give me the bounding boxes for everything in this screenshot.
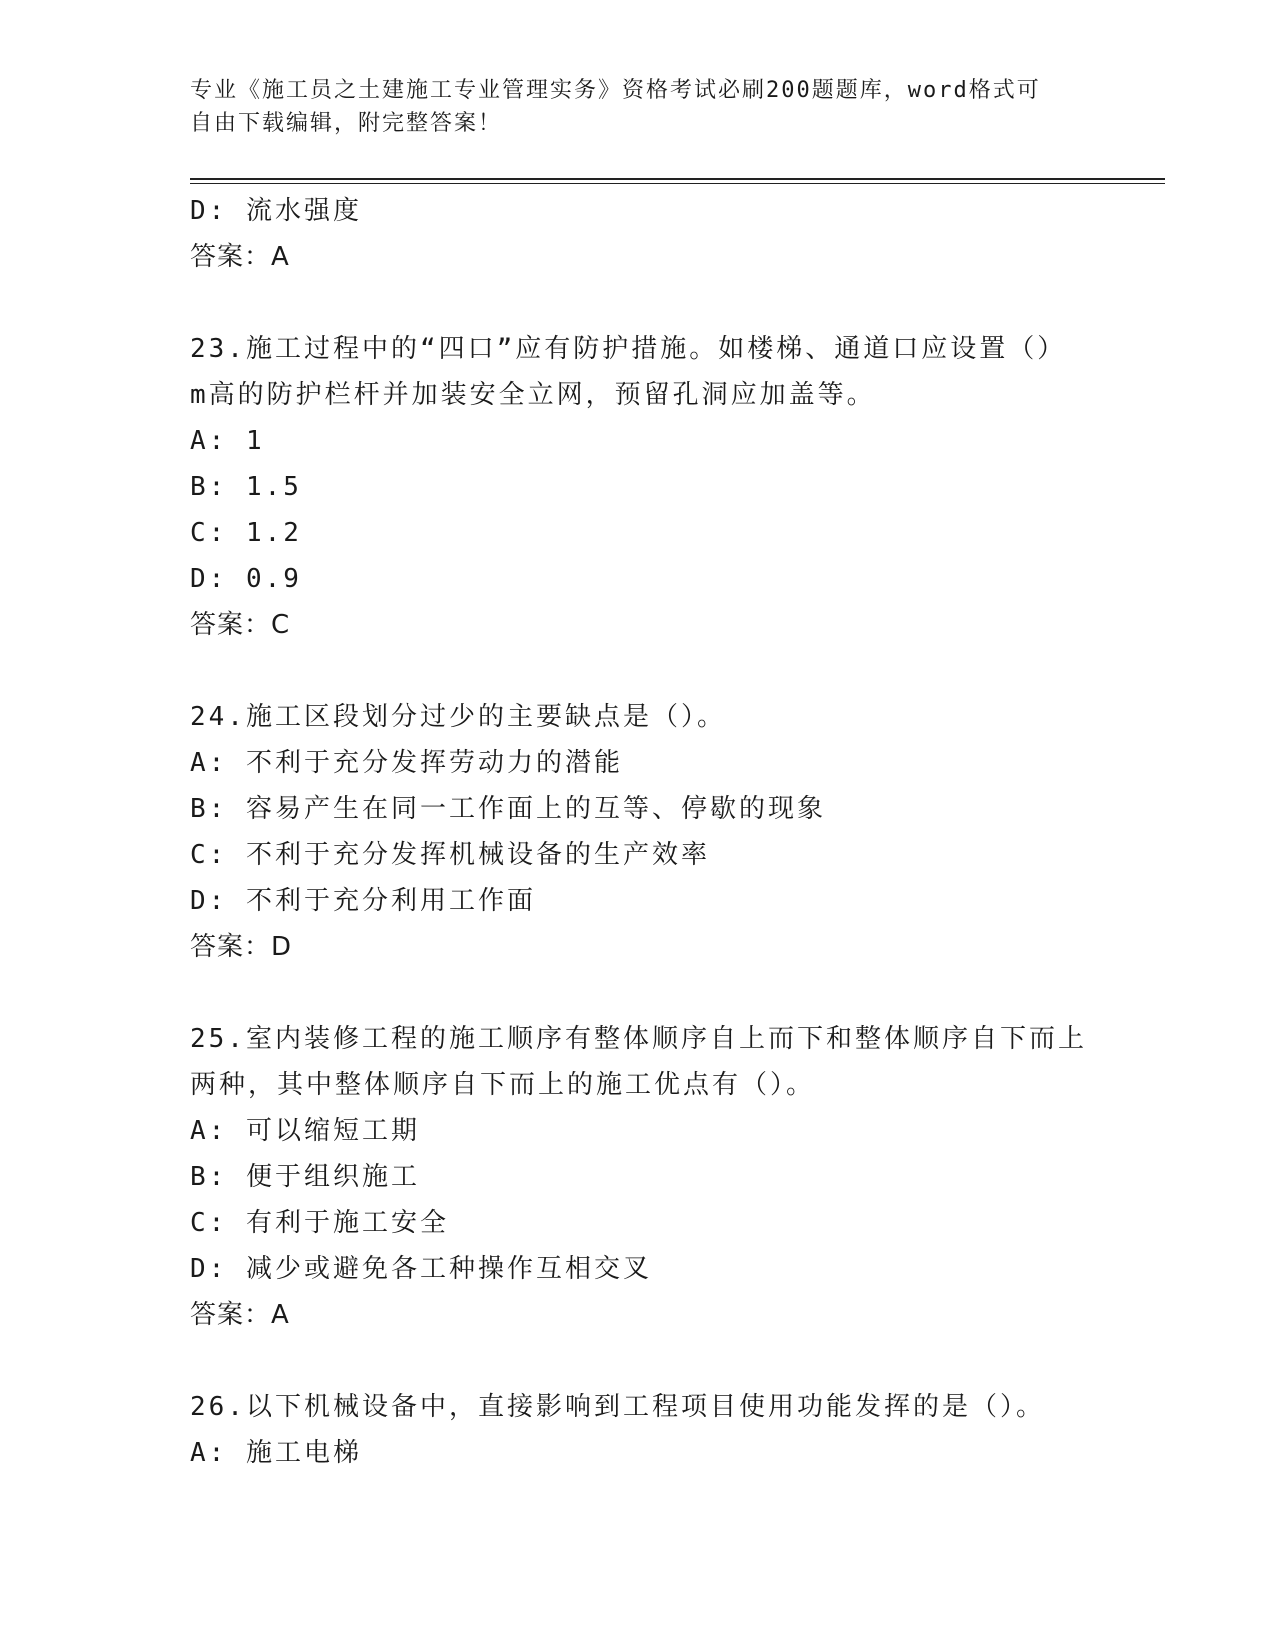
question-25	[190, 1016, 1090, 1338]
option-a: A: 施工电梯	[190, 1438, 362, 1468]
question-stem-continued: 两种，其中整体顺序自下而上的施工优点有（）。	[190, 1070, 816, 1100]
question-23	[190, 326, 1090, 648]
question-stem: 25.室内装修工程的施工顺序有整体顺序自上而下和整体顺序自下而上	[190, 1024, 1087, 1054]
option-d: D: 0.9	[190, 564, 302, 594]
option-c: C: 有利于施工安全	[190, 1208, 449, 1238]
question-24	[190, 694, 1090, 970]
question-stem: 23.施工过程中的“四口”应有防护措施。如楼梯、通道口应设置（）	[190, 334, 1067, 364]
option-b: B: 便于组织施工	[190, 1162, 420, 1192]
answer: 答案：D	[190, 932, 293, 962]
option-b: B: 容易产生在同一工作面上的互等、停歇的现象	[190, 794, 826, 824]
header-line-1: 专业《施工员之土建施工专业管理实务》资格考试必刷200题题库，word格式可	[190, 78, 1041, 103]
question-26	[190, 1384, 1090, 1476]
answer: 答案：C	[190, 610, 291, 640]
answer: 答案：A	[190, 242, 290, 272]
question-stem: 24.施工区段划分过少的主要缺点是（）。	[190, 702, 726, 732]
question-stem-continued: m高的防护栏杆并加装安全立网，预留孔洞应加盖等。	[190, 380, 876, 410]
answer: 答案：A	[190, 1300, 290, 1330]
option-c: C: 不利于充分发挥机械设备的生产效率	[190, 840, 710, 870]
option-a: A: 不利于充分发挥劳动力的潜能	[190, 748, 623, 778]
option-d: D: 流水强度	[190, 196, 362, 226]
option-a: A: 可以缩短工期	[190, 1116, 420, 1146]
header-rule	[190, 178, 1165, 180]
option-d: D: 减少或避免各工种操作互相交叉	[190, 1254, 652, 1284]
document-header	[190, 74, 1090, 140]
question-stem: 26.以下机械设备中，直接影响到工程项目使用功能发挥的是（）。	[190, 1392, 1045, 1422]
header-line-2: 自由下载编辑，附完整答案！	[190, 111, 503, 136]
option-d: D: 不利于充分利用工作面	[190, 886, 536, 916]
question-list	[190, 188, 1090, 1476]
header-rule-thin	[190, 183, 1165, 184]
option-b: B: 1.5	[190, 472, 302, 502]
option-c: C: 1.2	[190, 518, 302, 548]
option-a: A: 1	[190, 426, 265, 456]
